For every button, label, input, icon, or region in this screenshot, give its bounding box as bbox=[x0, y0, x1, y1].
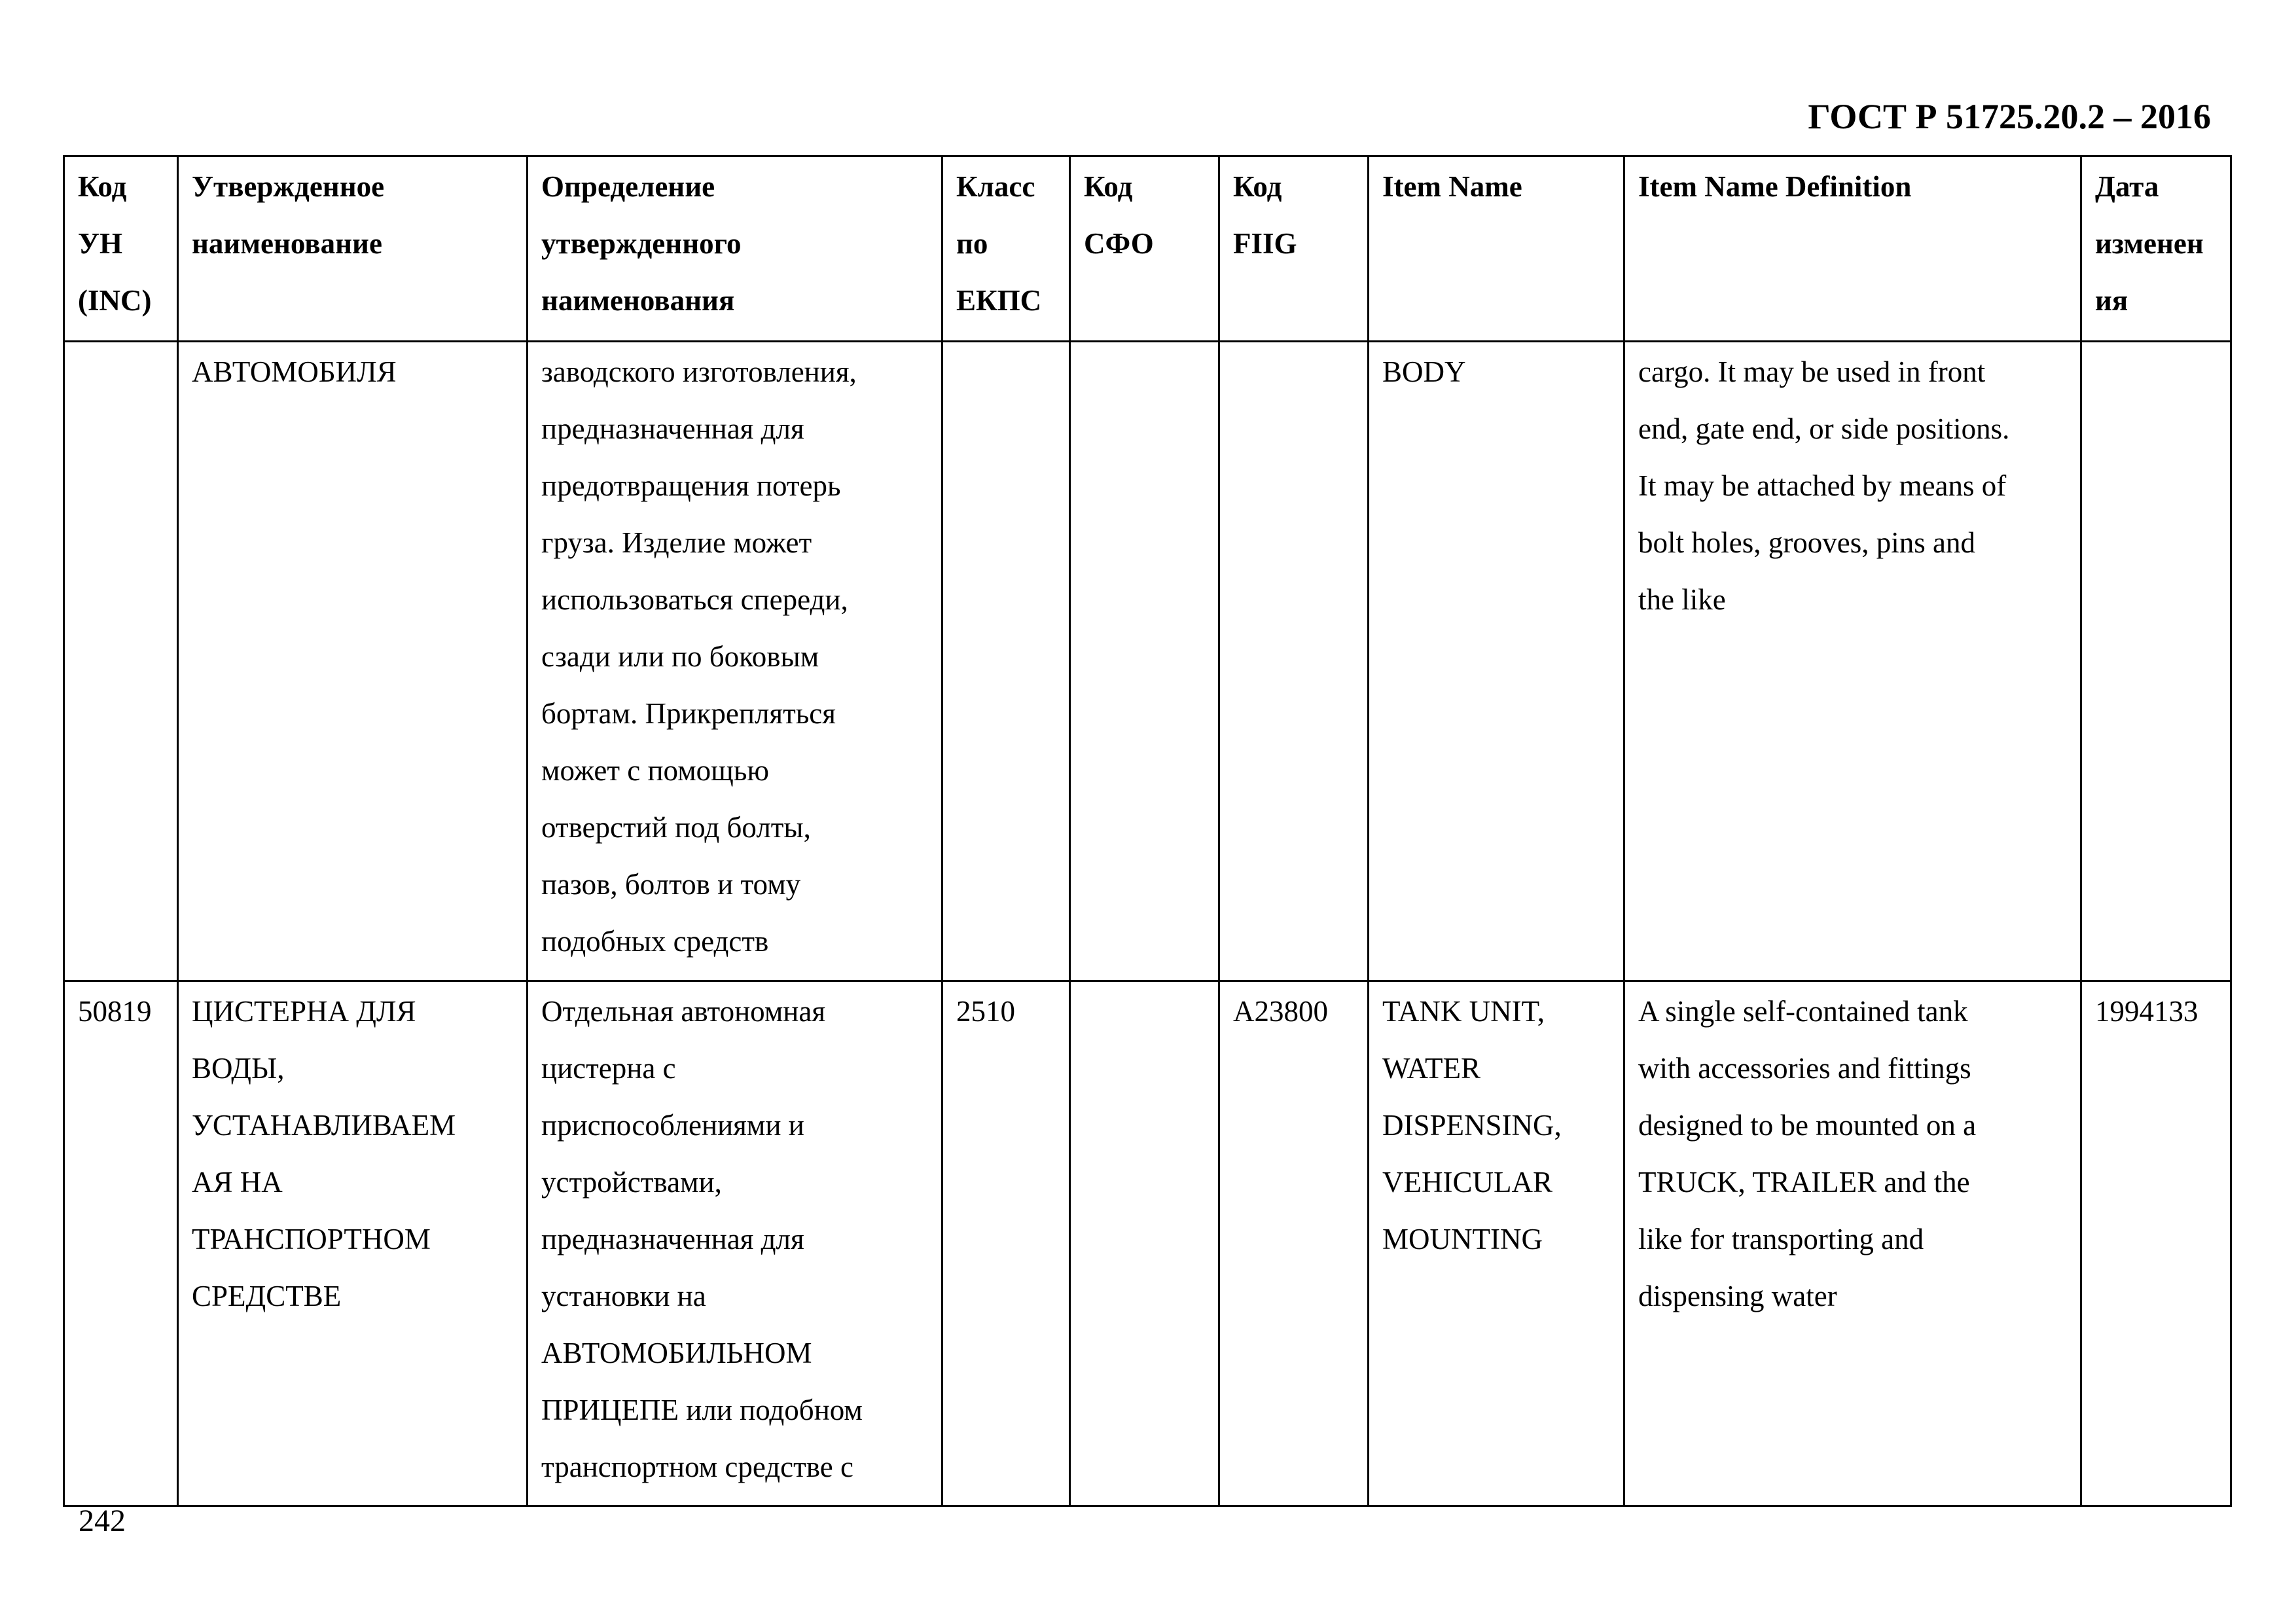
header-date: Дата изменен ия bbox=[2081, 156, 2231, 342]
table-header-row bbox=[64, 156, 2231, 342]
cell-item-name: BODY bbox=[1369, 342, 1624, 981]
header-item-name: Item Name bbox=[1369, 156, 1624, 342]
cell-sfo bbox=[1070, 981, 1219, 1506]
cell-date bbox=[2081, 342, 2231, 981]
header-inc: Код УН (INC) bbox=[64, 156, 178, 342]
page-number: 242 bbox=[79, 1504, 126, 1538]
cell-ekps: 2510 bbox=[942, 981, 1070, 1506]
cell-inc bbox=[64, 342, 178, 981]
cell-fiig bbox=[1219, 342, 1369, 981]
header-fiig: Код FIIG bbox=[1219, 156, 1369, 342]
cell-sfo bbox=[1070, 342, 1219, 981]
header-item-definition: Item Name Definition bbox=[1624, 156, 2081, 342]
cell-date: 1994133 bbox=[2081, 981, 2231, 1506]
header-ekps: Класс по ЕКПС bbox=[942, 156, 1070, 342]
table-row bbox=[64, 981, 2231, 1506]
cell-ekps bbox=[942, 342, 1070, 981]
header-name-ru: Утвержденное наименование bbox=[178, 156, 528, 342]
document-standard-title: ГОСТ Р 51725.20.2 – 2016 bbox=[1808, 97, 2211, 136]
cell-item-name: TANK UNIT, WATER DISPENSING, VEHICULAR MOUNTING bbox=[1369, 981, 1624, 1506]
cell-item-definition: cargo. It may be used in front end, gate end, or side positions. It may be attached by means of bolt holes, grooves, pins and the like bbox=[1624, 342, 2081, 981]
cell-name-ru: ЦИСТЕРНА ДЛЯ ВОДЫ, УСТАНАВЛИВАЕМ АЯ НА ТРАНСПОРТНОМ СРЕДСТВЕ bbox=[178, 981, 528, 1506]
header-definition-ru: Определение утвержденного наименования bbox=[528, 156, 942, 342]
header-sfo: Код СФО bbox=[1070, 156, 1219, 342]
cell-definition-ru: заводского изготовления, предназначенная для предотвращения потерь груза. Изделие может использоваться спереди, сзади или по боковым бортам. Прикрепляться может с помощью отверстий под болты, пазов, болтов и тому подобных средств bbox=[528, 342, 942, 981]
cell-definition-ru: Отдельная автономная цистерна с приспособлениями и устройствами, предназначенная для установки на АВТОМОБИЛЬНОМ ПРИЦЕПЕ или подобном транспортном средстве с bbox=[528, 981, 942, 1506]
cell-item-definition: A single self-contained tank with accessories and fittings designed to be mounted on a TRUCK, TRAILER and the like for transporting and dispensing water bbox=[1624, 981, 2081, 1506]
item-names-table bbox=[63, 155, 2232, 1507]
table-row bbox=[64, 342, 2231, 981]
cell-name-ru: АВТОМОБИЛЯ bbox=[178, 342, 528, 981]
cell-fiig: A23800 bbox=[1219, 981, 1369, 1506]
cell-inc: 50819 bbox=[64, 981, 178, 1506]
